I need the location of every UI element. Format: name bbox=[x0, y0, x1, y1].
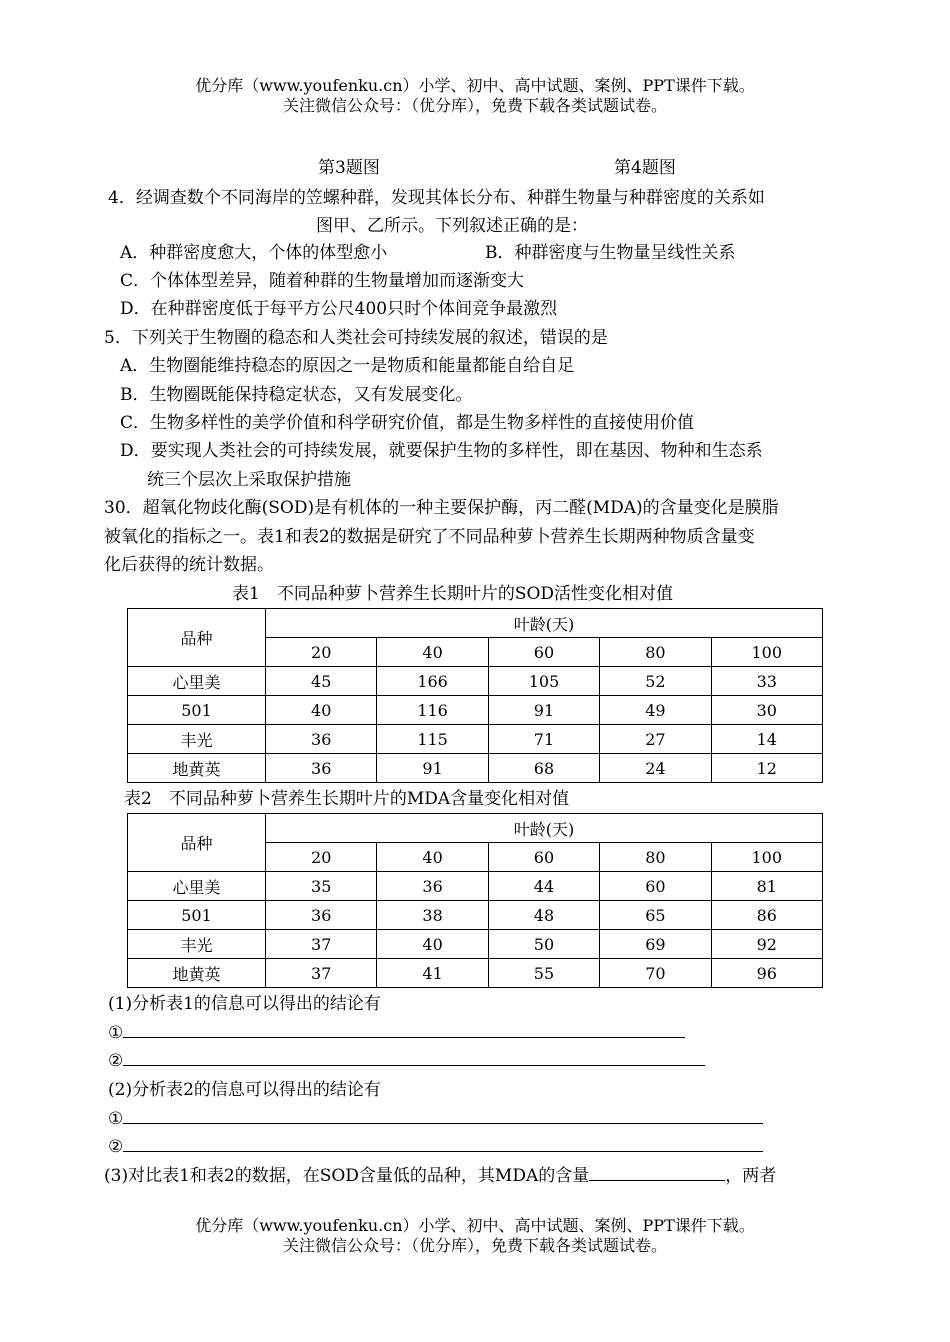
value-cell: 35 bbox=[266, 872, 377, 901]
circle-two: ② bbox=[108, 1137, 124, 1157]
q4-option-b: B．种群密度与生物量呈线性关系 bbox=[485, 243, 736, 263]
value-cell: 38 bbox=[377, 901, 488, 930]
q4-option-c: C．个体体型差异，随着种群的生物量增加而逐渐变大 bbox=[120, 271, 525, 291]
q30-sub3 bbox=[104, 1165, 776, 1187]
table1-day-cell: 80 bbox=[600, 638, 711, 667]
value-cell: 41 bbox=[377, 959, 488, 988]
table2-day-cell: 80 bbox=[600, 843, 711, 872]
q4-stem-line-1: 4．经调查数个不同海岸的笠螺种群，发现其体长分布、种群生物量与种群密度的关系如 bbox=[108, 188, 765, 208]
value-cell: 52 bbox=[600, 667, 711, 696]
value-cell: 45 bbox=[266, 667, 377, 696]
variety-cell: 501 bbox=[128, 696, 266, 725]
q30-sub2-answer-2 bbox=[108, 1136, 763, 1158]
table1-title: 表1 不同品种萝卜营养生长期叶片的SOD活性变化相对值 bbox=[232, 584, 674, 604]
q30-sub2: (2)分析表2的信息可以得出的结论有 bbox=[108, 1080, 381, 1100]
value-cell: 40 bbox=[266, 696, 377, 725]
q30-stem-line-3: 化后获得的统计数据。 bbox=[104, 555, 274, 575]
value-cell: 36 bbox=[266, 725, 377, 754]
variety-cell: 地黄英 bbox=[128, 959, 266, 988]
value-cell: 49 bbox=[600, 696, 711, 725]
table2 bbox=[127, 813, 823, 988]
value-cell: 71 bbox=[488, 725, 599, 754]
q5-option-d-line-2: 统三个层次上采取保护措施 bbox=[147, 470, 351, 490]
value-cell: 65 bbox=[600, 901, 711, 930]
table-row bbox=[128, 696, 823, 725]
value-cell: 116 bbox=[377, 696, 488, 725]
variety-cell: 丰光 bbox=[128, 930, 266, 959]
variety-cell: 心里美 bbox=[128, 667, 266, 696]
table2-variety-header: 品种 bbox=[128, 814, 266, 872]
q5-stem: 5．下列关于生物圈的稳态和人类社会可持续发展的叙述，错误的是 bbox=[104, 328, 608, 348]
table-row bbox=[128, 930, 823, 959]
footer-line-2: 关注微信公众号：（优分库），免费下载各类试题试卷。 bbox=[282, 1236, 667, 1255]
value-cell: 33 bbox=[711, 667, 822, 696]
value-cell: 40 bbox=[377, 930, 488, 959]
table2-title: 表2 不同品种萝卜营养生长期叶片的MDA含量变化相对值 bbox=[124, 789, 570, 809]
value-cell: 55 bbox=[488, 959, 599, 988]
header-line-1: 优分库（www.youfenku.cn）小学、初中、高中试题、案例、PPT课件下载。 bbox=[195, 76, 755, 95]
value-cell: 69 bbox=[600, 930, 711, 959]
table-row bbox=[128, 725, 823, 754]
variety-cell: 丰光 bbox=[128, 725, 266, 754]
value-cell: 86 bbox=[711, 901, 822, 930]
table1 bbox=[127, 608, 823, 783]
figure-3-caption: 第3题图 bbox=[318, 158, 380, 178]
value-cell: 166 bbox=[377, 667, 488, 696]
q5-option-c: C．生物多样性的美学价值和科学研究价值，都是生物多样性的直接使用价值 bbox=[120, 413, 695, 433]
table1-day-cell: 20 bbox=[266, 638, 377, 667]
q30-sub3-tail: ，两者 bbox=[725, 1166, 777, 1186]
table1-age-header: 叶龄(天) bbox=[266, 609, 823, 638]
table2-day-cell: 100 bbox=[711, 843, 822, 872]
answer-blank[interactable] bbox=[123, 1137, 763, 1152]
value-cell: 50 bbox=[488, 930, 599, 959]
value-cell: 68 bbox=[488, 754, 599, 783]
q5-option-d-line-1: D．要实现人类社会的可持续发展，就要保护生物的多样性，即在基因、物种和生态系 bbox=[120, 441, 763, 461]
value-cell: 105 bbox=[488, 667, 599, 696]
variety-cell: 地黄英 bbox=[128, 754, 266, 783]
value-cell: 12 bbox=[711, 754, 822, 783]
answer-blank[interactable] bbox=[589, 1166, 725, 1181]
q4-option-d: D．在种群密度低于每平方公尺400只时个体间竞争最激烈 bbox=[120, 299, 558, 319]
table1-day-cell: 100 bbox=[711, 638, 822, 667]
value-cell: 92 bbox=[711, 930, 822, 959]
figure-4-caption: 第4题图 bbox=[614, 158, 676, 178]
table1-day-cell: 60 bbox=[488, 638, 599, 667]
value-cell: 14 bbox=[711, 725, 822, 754]
q30-sub1-answer-1 bbox=[108, 1022, 685, 1044]
value-cell: 36 bbox=[266, 754, 377, 783]
value-cell: 24 bbox=[600, 754, 711, 783]
value-cell: 96 bbox=[711, 959, 822, 988]
table1-variety-header: 品种 bbox=[128, 609, 266, 667]
value-cell: 60 bbox=[600, 872, 711, 901]
footer-line-1: 优分库（www.youfenku.cn）小学、初中、高中试题、案例、PPT课件下载。 bbox=[195, 1216, 755, 1235]
value-cell: 30 bbox=[711, 696, 822, 725]
q30-sub2-answer-1 bbox=[108, 1108, 763, 1130]
answer-blank[interactable] bbox=[123, 1023, 685, 1038]
variety-cell: 心里美 bbox=[128, 872, 266, 901]
value-cell: 44 bbox=[488, 872, 599, 901]
value-cell: 91 bbox=[377, 754, 488, 783]
table-row bbox=[128, 667, 823, 696]
q4-stem-line-2: 图甲、乙所示。下列叙述正确的是： bbox=[316, 216, 588, 236]
q30-sub1-answer-2 bbox=[108, 1050, 705, 1072]
header-line-2: 关注微信公众号：（优分库），免费下载各类试题试卷。 bbox=[282, 96, 667, 115]
value-cell: 36 bbox=[377, 872, 488, 901]
value-cell: 115 bbox=[377, 725, 488, 754]
value-cell: 48 bbox=[488, 901, 599, 930]
value-cell: 37 bbox=[266, 959, 377, 988]
variety-cell: 501 bbox=[128, 901, 266, 930]
value-cell: 36 bbox=[266, 901, 377, 930]
answer-blank[interactable] bbox=[123, 1109, 763, 1124]
answer-blank[interactable] bbox=[123, 1051, 705, 1066]
circle-one: ① bbox=[108, 1109, 124, 1129]
value-cell: 27 bbox=[600, 725, 711, 754]
table2-day-cell: 40 bbox=[377, 843, 488, 872]
table2-age-header: 叶龄(天) bbox=[266, 814, 823, 843]
value-cell: 91 bbox=[488, 696, 599, 725]
table2-day-cell: 20 bbox=[266, 843, 377, 872]
q30-stem-line-2: 被氧化的指标之一。表1和表2的数据是研究了不同品种萝卜营养生长期两种物质含量变 bbox=[104, 527, 755, 547]
table-row bbox=[128, 901, 823, 930]
q30-sub1: (1)分析表1的信息可以得出的结论有 bbox=[108, 994, 381, 1014]
circle-two: ② bbox=[108, 1051, 124, 1071]
value-cell: 70 bbox=[600, 959, 711, 988]
table-row bbox=[128, 872, 823, 901]
table1-day-cell: 40 bbox=[377, 638, 488, 667]
value-cell: 37 bbox=[266, 930, 377, 959]
table2-day-cell: 60 bbox=[488, 843, 599, 872]
q30-sub3-text: (3)对比表1和表2的数据，在SOD含量低的品种，其MDA的含量 bbox=[104, 1166, 590, 1186]
table-row bbox=[128, 754, 823, 783]
table-row bbox=[128, 959, 823, 988]
value-cell: 81 bbox=[711, 872, 822, 901]
q5-option-b: B．生物圈既能保持稳定状态，又有发展变化。 bbox=[120, 385, 473, 405]
q4-option-a: A．种群密度愈大，个体的体型愈小 bbox=[120, 243, 388, 263]
q5-option-a: A．生物圈能维持稳态的原因之一是物质和能量都能自给自足 bbox=[120, 356, 575, 376]
circle-one: ① bbox=[108, 1023, 124, 1043]
q30-stem-line-1: 30．超氧化物歧化酶(SOD)是有机体的一种主要保护酶，丙二醛(MDA)的含量变化是膜脂 bbox=[104, 498, 779, 518]
